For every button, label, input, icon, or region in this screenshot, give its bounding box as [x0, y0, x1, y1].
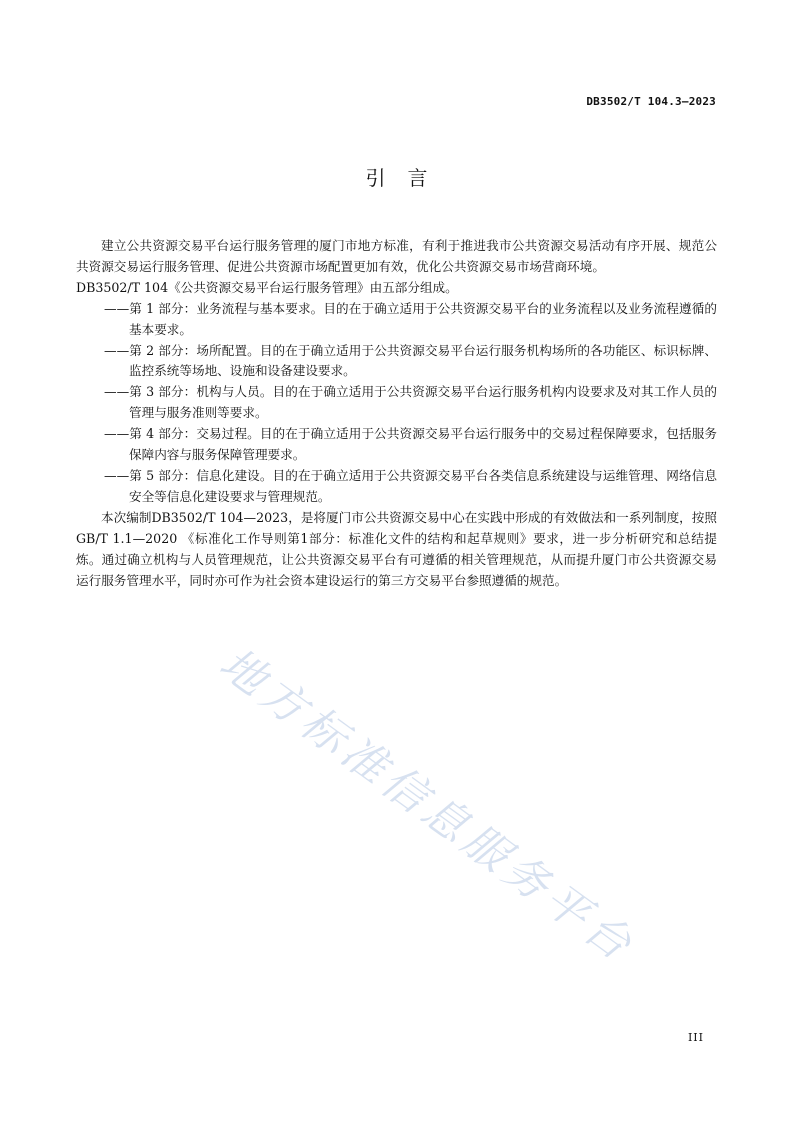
- part-item: ——第 4 部分：交易过程。目的在于确立适用于公共资源交易平台运行服务中的交易过程保障要求，包括服务保障内容与服务保障管理要求。: [104, 426, 717, 463]
- page-title: 引言: [365, 166, 450, 190]
- composition-paragraph: DB3502/T 104《公共资源交易平台运行服务管理》由五部分组成。: [76, 279, 458, 295]
- watermark: 地方标准信息服务平台: [210, 638, 645, 974]
- part-item: ——第 3 部分：机构与人员。目的在于确立适用于公共资源交易平台运行服务机构内设要求及对其工作人员的管理与服务准则等要求。: [104, 384, 717, 421]
- introduction-body: [76, 236, 717, 591]
- document-code: DB3502/T 104.3—2023: [586, 95, 716, 108]
- closing-paragraph: 本次编制DB3502/T 104—2023，是将厦门市公共资源交易中心在实践中形成的有效做法和一系列制度，按照GB/T 1.1—2020 《标准化工作导则第1部分：标准化文件的结构和起草规则》要求，进一步分析研究和总结提炼。通过确立机构与人员管理规范，让公共资源交易平台有可遵循的相关管理规范，从而提升厦门市公共资源交易运行服务管理水平，同时亦可作为社会资本建设运行的第三方交易平台参照遵循的规范。: [76, 509, 717, 588]
- page-number: III: [687, 1031, 704, 1044]
- intro-paragraph: 建立公共资源交易平台运行服务管理的厦门市地方标准，有利于推进我市公共资源交易活动有序开展、规范公共资源交易运行服务管理、促进公共资源市场配置更加有效，优化公共资源交易市场营商环境。: [76, 238, 717, 274]
- part-item: ——第 1 部分：业务流程与基本要求。目的在于确立适用于公共资源交易平台的业务流程以及业务流程遵循的基本要求。: [104, 300, 717, 337]
- part-item: ——第 2 部分：场所配置。目的在于确立适用于公共资源交易平台运行服务机构场所的各功能区、标识标牌、监控系统等场地、设施和设备建设要求。: [104, 342, 717, 379]
- part-item: ——第 5 部分：信息化建设。目的在于确立适用于公共资源交易平台各类信息系统建设与运维管理、网络信息安全等信息化建设要求与管理规范。: [104, 467, 717, 504]
